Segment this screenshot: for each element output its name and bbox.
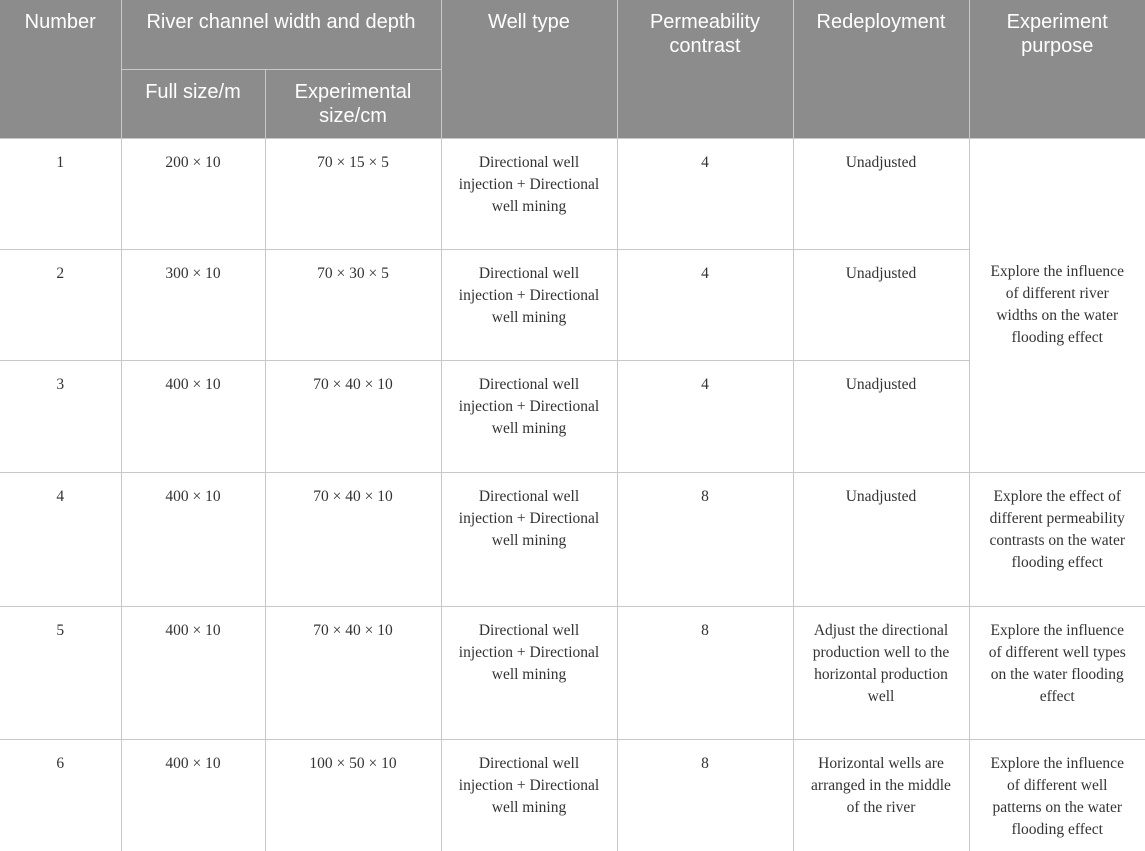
table-row: [0, 739, 1145, 851]
header-experimental-size: Experimental size/cm: [265, 69, 441, 138]
cell-purpose: Explore the influence of different well patterns on the water flooding effect: [969, 739, 1145, 851]
cell-experimental-size: 70 × 40 × 10: [265, 606, 441, 739]
cell-redeployment: Horizontal wells are arranged in the middle of the river: [793, 739, 969, 851]
cell-well-type: Directional well injection + Directional well mining: [441, 739, 617, 851]
cell-number: 1: [0, 138, 121, 249]
cell-full-size: 400 × 10: [121, 606, 265, 739]
cell-experimental-size: 70 × 15 × 5: [265, 138, 441, 249]
cell-number: 2: [0, 249, 121, 360]
cell-permeability: 8: [617, 606, 793, 739]
header-purpose: Experiment purpose: [969, 0, 1145, 138]
header-redeployment: Redeployment: [793, 0, 969, 138]
cell-well-type: Directional well injection + Directional well mining: [441, 606, 617, 739]
cell-permeability: 4: [617, 249, 793, 360]
cell-well-type: Directional well injection + Directional well mining: [441, 360, 617, 472]
cell-experimental-size: 70 × 40 × 10: [265, 360, 441, 472]
header-permeability: Permeability contrast: [617, 0, 793, 138]
cell-redeployment: Unadjusted: [793, 249, 969, 360]
table-row: [0, 138, 1145, 249]
cell-purpose: Explore the influence of different well types on the water flooding effect: [969, 606, 1145, 739]
cell-purpose: Explore the influence of different river widths on the water flooding effect: [969, 138, 1145, 472]
cell-experimental-size: 100 × 50 × 10: [265, 739, 441, 851]
cell-number: 3: [0, 360, 121, 472]
cell-well-type: Directional well injection + Directional well mining: [441, 249, 617, 360]
table-row: [0, 606, 1145, 739]
cell-number: 6: [0, 739, 121, 851]
cell-well-type: Directional well injection + Directional well mining: [441, 472, 617, 606]
cell-redeployment: Unadjusted: [793, 138, 969, 249]
cell-redeployment: Unadjusted: [793, 360, 969, 472]
header-full-size: Full size/m: [121, 69, 265, 138]
cell-permeability: 8: [617, 472, 793, 606]
cell-redeployment: Adjust the directional production well to the horizontal production well: [793, 606, 969, 739]
cell-well-type: Directional well injection + Directional well mining: [441, 138, 617, 249]
table-row: [0, 472, 1145, 606]
cell-full-size: 200 × 10: [121, 138, 265, 249]
cell-permeability: 8: [617, 739, 793, 851]
cell-redeployment: Unadjusted: [793, 472, 969, 606]
cell-permeability: 4: [617, 360, 793, 472]
cell-full-size: 400 × 10: [121, 739, 265, 851]
header-number: Number: [0, 0, 121, 138]
cell-permeability: 4: [617, 138, 793, 249]
cell-purpose: Explore the effect of different permeability contrasts on the water flooding effect: [969, 472, 1145, 606]
header-river-channel: River channel width and depth: [121, 0, 441, 69]
cell-full-size: 300 × 10: [121, 249, 265, 360]
cell-experimental-size: 70 × 30 × 5: [265, 249, 441, 360]
cell-full-size: 400 × 10: [121, 360, 265, 472]
cell-experimental-size: 70 × 40 × 10: [265, 472, 441, 606]
cell-number: 5: [0, 606, 121, 739]
cell-full-size: 400 × 10: [121, 472, 265, 606]
table-header: [0, 0, 1145, 138]
table-body: [0, 138, 1145, 851]
header-well-type: Well type: [441, 0, 617, 138]
cell-number: 4: [0, 472, 121, 606]
